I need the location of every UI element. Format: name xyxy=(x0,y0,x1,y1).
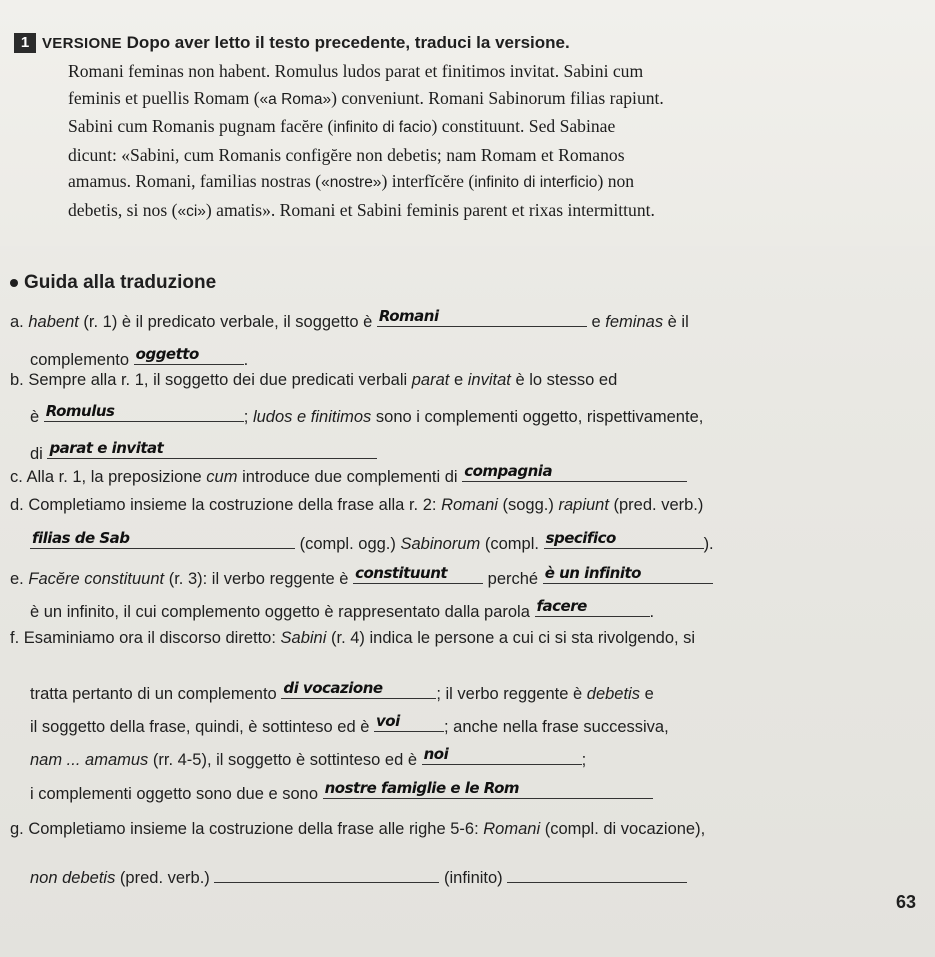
question-c: c. Alla r. 1, la preposizione cum introduce due complementi di compagnia xyxy=(10,465,687,487)
handwritten-answer: filias de Sab xyxy=(32,529,130,547)
handwritten-answer: noi xyxy=(423,745,449,763)
question-a-line-2: complemento oggetto . xyxy=(30,345,249,369)
exercise-number: 1 xyxy=(14,33,36,53)
answer-blank[interactable] xyxy=(134,345,244,365)
handwritten-answer: Romulus xyxy=(45,402,115,420)
answer-blank[interactable] xyxy=(30,529,295,549)
page-number: 63 xyxy=(896,892,917,912)
gloss: infinito di facio xyxy=(333,119,432,137)
handwritten-answer: constituunt xyxy=(355,564,448,582)
exercise-tag: VERSIONE xyxy=(42,35,122,52)
answer-blank[interactable] xyxy=(543,564,713,584)
question-b-line-2: è Romulus ; ludos e finitimos sono i complementi oggetto, rispettivamente, xyxy=(30,402,704,426)
answer-blank[interactable] xyxy=(214,866,439,883)
question-f-line-4: nam ... amamus (rr. 4-5), il soggetto è sottinteso ed è noi ; xyxy=(30,745,587,769)
handwritten-answer: nostre famiglie e le Rom xyxy=(324,779,520,797)
latin-passage xyxy=(68,58,898,226)
answer-blank[interactable] xyxy=(377,307,587,327)
question-a-line-1: a. habent (r. 1) è il predicato verbale, il soggetto è Romani e feminas è il xyxy=(10,307,689,331)
question-d-line-2: filias de Sab (compl. ogg.) Sabinorum (compl. specifico ). xyxy=(32,529,714,553)
question-f-line-1: f. Esaminiamo ora il discorso diretto: Sabini (r. 4) indica le persone a cui ci si sta rivolgendo, si xyxy=(10,629,696,647)
handwritten-answer: parat e invitat xyxy=(49,439,164,457)
question-f-line-2: tratta pertanto di un complemento di vocazione ; il verbo reggente è debetis e xyxy=(30,679,654,703)
question-e-line-2: è un infinito, il cui complemento oggetto è rappresentato dalla parola facere . xyxy=(30,597,655,621)
handwritten-answer: compagnia xyxy=(464,462,553,480)
question-f-line-3: il soggetto della frase, quindi, è sottinteso ed è voi ; anche nella frase successiva, xyxy=(30,712,669,736)
question-d-line-1: d. Completiamo insieme la costruzione della frase alla r. 2: Romani (sogg.) rapiunt (pred. verb.) xyxy=(10,496,704,514)
question-f-line-5: i complementi oggetto sono due e sono nostre famiglie e le Rom xyxy=(30,782,653,804)
bullet-icon xyxy=(10,279,18,287)
latin-line-1: Romani feminas non habent. Romulus ludos parat et finitimos invitat. Sabini cum xyxy=(68,61,644,81)
handwritten-answer: è un infinito xyxy=(544,564,641,582)
question-g-line-1: g. Completiamo insieme la costruzione della frase alle righe 5-6: Romani (compl. di vocazione), xyxy=(10,820,706,838)
handwritten-answer: facere xyxy=(536,597,587,615)
answer-blank[interactable] xyxy=(47,439,377,459)
latin-line-4: dicunt: «Sabini, cum Romanis configĕre non debetis; nam Romam et Romanos xyxy=(68,144,625,165)
gloss: infinito di interficio xyxy=(474,174,598,192)
answer-blank[interactable] xyxy=(374,712,444,732)
latin-line-3: Sabini cum Romanis pugnam facĕre (infinito di facio) constituunt. Sed Sabinae xyxy=(68,116,616,137)
answer-blank[interactable] xyxy=(323,779,653,799)
question-e-line-1: e. Facĕre constituunt (r. 3): il verbo reggente è constituunt perché è un infinito xyxy=(10,567,713,589)
handwritten-answer: specifico xyxy=(545,529,616,547)
handwritten-answer: voi xyxy=(375,712,400,730)
question-b-line-3: di parat e invitat xyxy=(30,442,377,464)
answer-blank[interactable] xyxy=(44,402,244,422)
exercise-title xyxy=(42,33,570,53)
gloss: «nostre» xyxy=(321,174,382,192)
question-g-line-2: non debetis (pred. verb.) (infinito) xyxy=(30,866,687,888)
question-b-line-1: b. Sempre alla r. 1, il soggetto dei due predicati verbali parat e invitat è lo stesso ed xyxy=(10,371,618,389)
latin-line-2: feminis et puellis Romam («a Roma») conveniunt. Romani Sabinorum filias rapiunt. xyxy=(68,87,664,108)
answer-blank[interactable] xyxy=(544,529,704,549)
answer-blank[interactable] xyxy=(422,745,582,765)
answer-blank[interactable] xyxy=(281,679,436,699)
latin-line-5: amamus. Romani, familias nostras («nostre») interfĭcĕre (infinito di interficio) non xyxy=(68,171,635,192)
guide-heading: Guida alla traduzione xyxy=(10,272,216,294)
answer-blank[interactable] xyxy=(535,597,650,617)
handwritten-answer: oggetto xyxy=(135,345,199,363)
latin-line-6: debetis, si nos («ci») amatis». Romani et Sabini feminis parent et rixas intermittunt. xyxy=(68,199,655,220)
gloss: «a Roma» xyxy=(259,90,332,108)
handwritten-answer: di vocazione xyxy=(283,679,383,697)
answer-blank[interactable] xyxy=(353,564,483,584)
answer-blank[interactable] xyxy=(507,866,687,883)
handwritten-answer: Romani xyxy=(378,307,439,325)
gloss: «ci» xyxy=(177,202,206,220)
exercise-instruction: Dopo aver letto il testo precedente, traduci la versione. xyxy=(126,33,570,52)
answer-blank[interactable] xyxy=(462,462,687,482)
